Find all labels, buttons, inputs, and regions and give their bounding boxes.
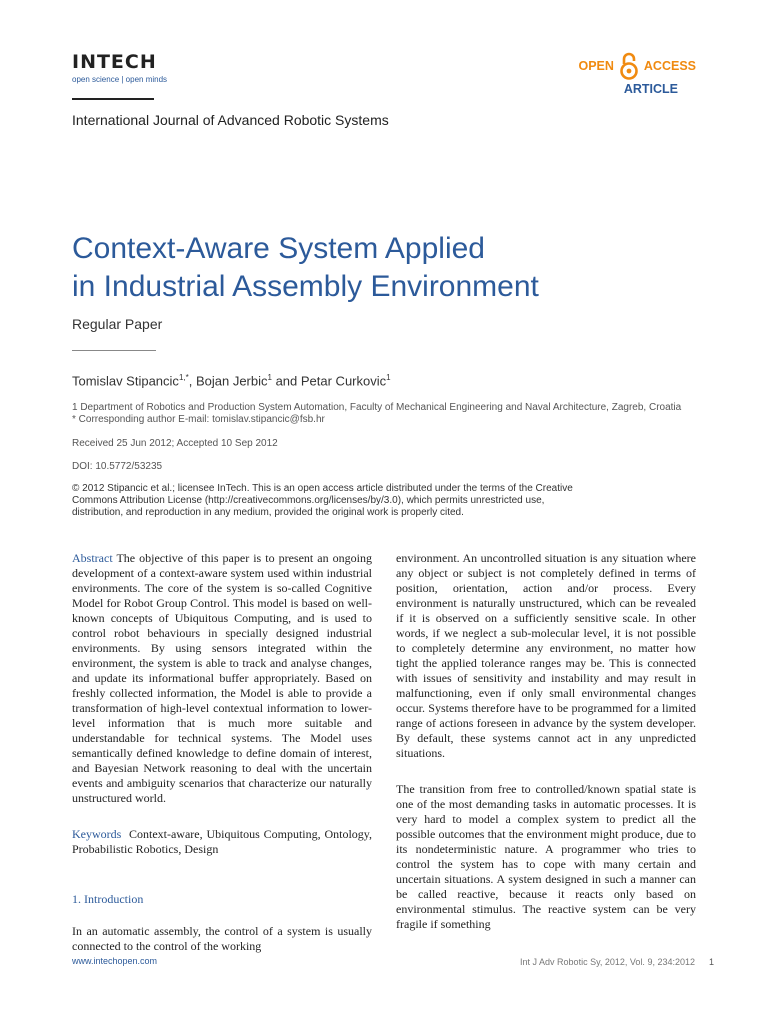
open-label: OPEN (578, 59, 614, 73)
title-line: in Industrial Assembly Environment (72, 270, 539, 303)
author-affil-sup: 1,* (178, 373, 189, 382)
author-affil-sup: 1 (386, 373, 391, 382)
keywords-text: Context-aware, Ubiquitous Computing, Ontology, Probabilistic Robotics, Design (72, 827, 372, 856)
author-name: and Petar Curkovic (271, 373, 387, 389)
article-label: ARTICLE (623, 82, 678, 96)
paper-type: Regular Paper (72, 316, 163, 332)
abstract-text: The objective of this paper is to present an ongoing development of a context-aware system used within industrial environments. The core of the system is so-called Cognitive Model for Robot Group Control. This model is based on well-known concepts of Ubiquitous Computing, and is used to control robot behaviours in specially designed industrial environments. By using sensors integrated within the environment, the system is able to track and analyse changes, and update its informational buffer appropriately. Based on freshly collected information, the Model is able to provide a transformation of high-level contextual information to lower-level information that is much more suitable and understandable for technical systems. The Model uses semantically defined knowledge to define domain of interest, and Bayesian Network reasoning to deal with the uncertain events and ambiguity scenarios that characterize our naturally unstructured world. (72, 551, 372, 805)
affiliation-block (72, 402, 692, 426)
section-heading: 1. Introduction (72, 892, 144, 906)
received-date: Received 25 Jun 2012; Accepted 10 Sep 2012 (72, 438, 278, 449)
title-line: Context-Aware System Applied (72, 232, 485, 265)
author-name: Tomislav Stipancic (72, 373, 179, 389)
paper-title (72, 230, 692, 306)
author-list (72, 373, 391, 388)
access-label: ACCESS (643, 59, 696, 73)
right-column (396, 551, 696, 953)
corresponding-author[interactable]: * Corresponding author E-mail: tomislav.stipancic@fsb.hr (72, 414, 325, 425)
left-column (72, 551, 372, 975)
footer-citation: Int J Adv Robotic Sy, 2012, Vol. 9, 234:2012 (520, 957, 695, 967)
logo-underline (72, 98, 154, 100)
body-paragraph: environment. An uncontrolled situation is any situation where any object or subject is not completely defined in terms of position, orientation, action and/or process. Every environment is naturally unstructured, which can be revealed if it is observed on a sufficiently sensitive scale. In other words, if we neglect a sub-molecular level, it is not possible to completely determine any environment, no matter how tight the applied tolerance ranges may be. This is connected with issues of sensitivity and instability and may result in malfunctioning, even if only small environmental changes occur. Systems therefore have to be programmed for a limited range of actions foreseen in advance by the system developer. By default, these systems cannot act in any unpredicted situations. (396, 551, 696, 760)
divider (72, 350, 156, 351)
keywords-label: Keywords (72, 827, 122, 841)
publisher-logo[interactable] (72, 52, 167, 85)
publisher-name: INTECH (72, 51, 157, 73)
open-lock-icon (618, 52, 640, 80)
open-access-badge (566, 52, 696, 96)
abstract-label: Abstract (72, 551, 113, 565)
affiliation: 1 Department of Robotics and Production System Automation, Faculty of Mechanical Engineering and Naval Architecture, Zagreb, Croatia (72, 402, 682, 413)
body-paragraph: The transition from free to controlled/known spatial state is one of the most demanding tasks in automatic processes. It is very hard to model a complex system to predict all the possible outcomes that the environment might produce, due to its nondeterministic nature. A programmer who tries to control the system has to cope with many certain and uncertain situations. A system designed in such a manner can be called reactive, because it reacts only based on environmental stimulus. The reactive system can be very fragile if something (396, 782, 696, 931)
journal-name: International Journal of Advanced Robotic Systems (72, 112, 389, 128)
author-name: , Bojan Jerbic (188, 373, 268, 389)
author-affil-sup: 1 (267, 373, 272, 382)
publisher-tagline: open science | open minds (72, 75, 168, 84)
keywords (72, 827, 372, 857)
license-text: © 2012 Stipancic et al.; licensee InTech. This is an open access article distributed under the terms of the Creative Commons Attribution License (http://creativecommons.org/licenses/by/3.0), which permits unrestricted use, distribution, and reproduction in any medium, provided the original work is properly cited. (72, 483, 573, 518)
footer-url[interactable]: www.intechopen.com (72, 956, 158, 966)
footer-citation-block (520, 957, 714, 967)
doi[interactable]: DOI: 10.5772/53235 (72, 461, 163, 472)
body-paragraph: In an automatic assembly, the control of a system is usually connected to the control of the working (72, 924, 372, 953)
abstract (72, 551, 372, 806)
page-number: 1 (708, 957, 714, 967)
